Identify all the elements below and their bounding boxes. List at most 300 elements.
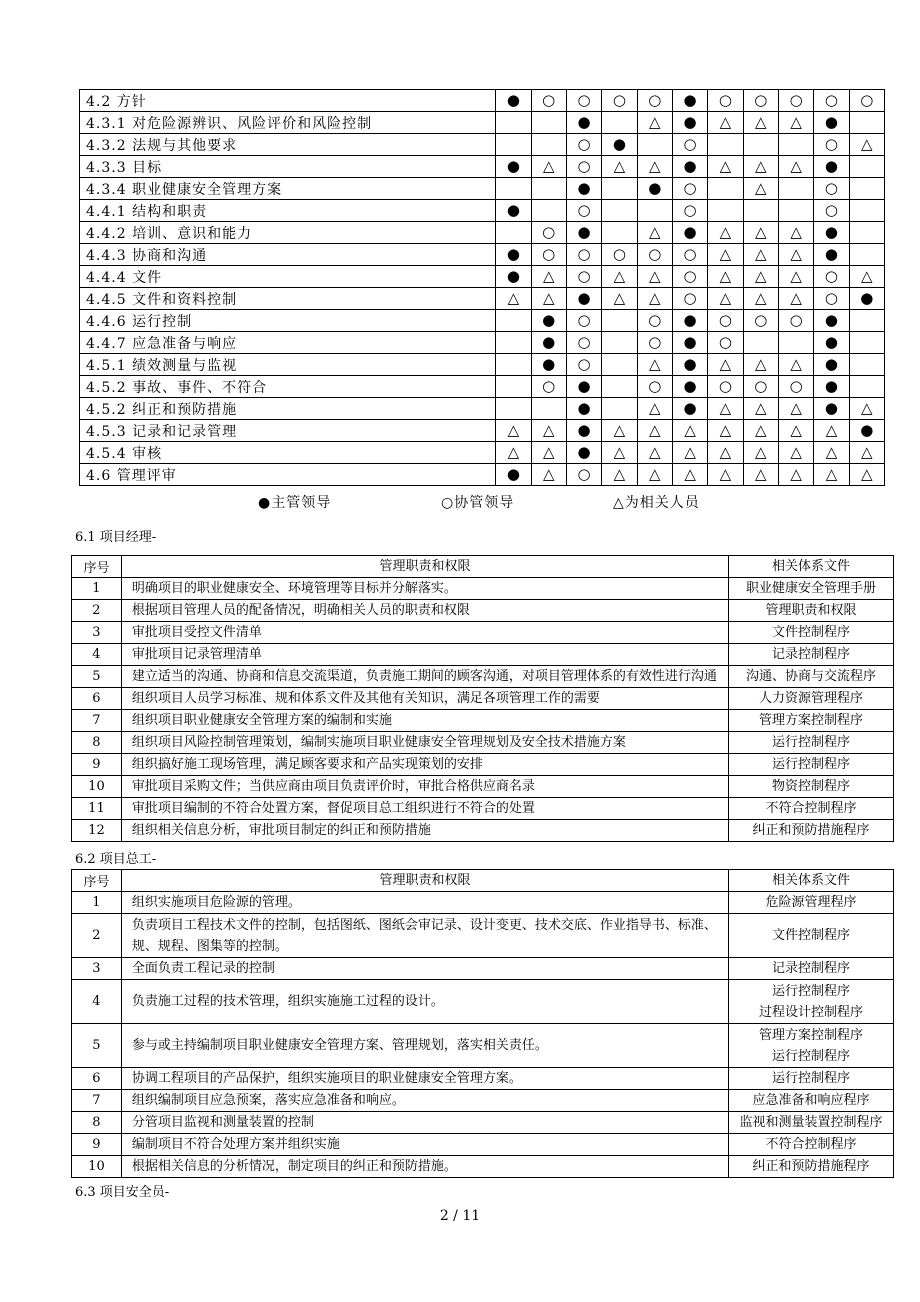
duty-text: 参与或主持编制项目职业健康安全管理方案、管理规划，落实相关责任。	[121, 1024, 728, 1068]
matrix-mark: △	[708, 244, 743, 266]
matrix-mark: △	[531, 288, 566, 310]
related-document-line: 管理方案控制程序	[759, 1027, 864, 1043]
related-document	[729, 1024, 894, 1068]
related-document-line: 过程设计控制程序	[759, 1004, 864, 1020]
matrix-mark: ○	[637, 332, 672, 354]
chief-engineer-table	[71, 869, 894, 1178]
table-row	[72, 820, 894, 842]
matrix-mark: △	[637, 156, 672, 178]
header-duty: 管理职责和权限	[121, 556, 728, 578]
table-row	[72, 754, 894, 776]
duty-text: 组织项目风险控制管理策划，编制实施项目职业健康安全管理规划及安全技术措施方案	[121, 732, 728, 754]
matrix-mark: △	[778, 266, 813, 288]
matrix-mark	[849, 178, 884, 200]
table-row	[72, 1156, 894, 1178]
matrix-mark: ○	[708, 310, 743, 332]
clause-label: 4.4.3 协商和沟通	[80, 244, 496, 266]
related-document	[729, 1156, 894, 1178]
row-number: 9	[72, 1134, 122, 1156]
duty-text: 明确项目的职业健康安全、环境管理等目标并分解落实。	[121, 578, 728, 600]
duty-text: 组织编制项目应急预案，落实应急准备和响应。	[121, 1090, 728, 1112]
matrix-mark: △	[637, 420, 672, 442]
matrix-mark: ●	[566, 222, 601, 244]
matrix-mark	[637, 134, 672, 156]
matrix-row	[80, 178, 885, 200]
matrix-row	[80, 134, 885, 156]
matrix-mark: ○	[531, 222, 566, 244]
matrix-mark: △	[708, 156, 743, 178]
matrix-mark: ●	[814, 376, 849, 398]
matrix-mark: ○	[743, 310, 778, 332]
related-document-line: 纠正和预防措施程序	[752, 823, 870, 838]
matrix-mark: △	[602, 266, 637, 288]
matrix-mark	[602, 376, 637, 398]
matrix-mark: △	[672, 420, 707, 442]
matrix-mark: ●	[566, 178, 601, 200]
matrix-mark: ○	[778, 310, 813, 332]
matrix-mark: △	[814, 420, 849, 442]
matrix-mark	[496, 398, 531, 420]
row-number: 12	[72, 820, 122, 842]
related-document	[729, 820, 894, 842]
matrix-mark: ●	[849, 288, 884, 310]
clause-label: 4.5.2 纠正和预防措施	[80, 398, 496, 420]
related-document	[729, 732, 894, 754]
matrix-mark	[531, 200, 566, 222]
matrix-mark: △	[708, 288, 743, 310]
related-document-line: 运行控制程序	[772, 757, 851, 772]
matrix-mark: ○	[566, 156, 601, 178]
clause-label: 4.4.1 结构和职责	[80, 200, 496, 222]
row-number: 4	[72, 980, 122, 1024]
matrix-mark: △	[743, 464, 778, 486]
matrix-mark: △	[814, 442, 849, 464]
matrix-mark: △	[496, 288, 531, 310]
section-title-project-manager: 6.1 项目经理-	[75, 530, 157, 545]
row-number: 10	[72, 776, 122, 798]
related-document-line: 监视和测量装置控制程序	[739, 1115, 883, 1130]
matrix-mark: △	[637, 354, 672, 376]
section-title-chief-engineer: 6.2 项目总工-	[75, 852, 157, 867]
matrix-mark	[602, 332, 637, 354]
clause-label: 4.5.4 审核	[80, 442, 496, 464]
matrix-mark: △	[602, 420, 637, 442]
row-number: 6	[72, 1068, 122, 1090]
row-number: 11	[72, 798, 122, 820]
table-row	[72, 732, 894, 754]
matrix-mark: △	[743, 398, 778, 420]
related-document-line: 沟通、协商与交流程序	[746, 669, 877, 684]
matrix-row	[80, 376, 885, 398]
section-title-safety-officer: 6.3 项目安全员-	[75, 1185, 170, 1200]
matrix-mark: ●	[637, 178, 672, 200]
matrix-mark: ○	[778, 90, 813, 112]
related-document	[729, 754, 894, 776]
matrix-mark: ●	[531, 310, 566, 332]
matrix-mark: ●	[496, 464, 531, 486]
row-number: 1	[72, 892, 122, 914]
matrix-mark: ○	[566, 200, 601, 222]
related-document-line: 管理方案控制程序	[759, 713, 864, 728]
matrix-mark	[708, 178, 743, 200]
matrix-mark: △	[743, 442, 778, 464]
related-document-line: 人力资源管理程序	[759, 691, 864, 706]
row-number: 4	[72, 644, 122, 666]
matrix-mark: ○	[814, 288, 849, 310]
matrix-mark	[496, 310, 531, 332]
matrix-mark	[531, 134, 566, 156]
matrix-mark: △	[672, 464, 707, 486]
matrix-mark: ○	[814, 134, 849, 156]
matrix-mark: ●	[672, 354, 707, 376]
matrix-mark: ○	[708, 90, 743, 112]
matrix-mark	[602, 200, 637, 222]
matrix-mark: △	[708, 420, 743, 442]
matrix-mark	[778, 178, 813, 200]
matrix-mark: △	[637, 288, 672, 310]
matrix-mark: △	[672, 442, 707, 464]
row-number: 8	[72, 732, 122, 754]
table-row	[72, 1090, 894, 1112]
row-number: 5	[72, 1024, 122, 1068]
matrix-mark: △	[778, 354, 813, 376]
matrix-mark	[849, 156, 884, 178]
duty-text: 组织搞好施工现场管理，满足顾客要求和产品实现策划的安排	[121, 754, 728, 776]
row-number: 9	[72, 754, 122, 776]
matrix-row	[80, 398, 885, 420]
related-document-line: 运行控制程序	[772, 735, 851, 750]
matrix-mark: ●	[814, 354, 849, 376]
matrix-mark: △	[778, 464, 813, 486]
matrix-mark: △	[778, 156, 813, 178]
matrix-mark	[496, 112, 531, 134]
clause-label: 4.4.6 运行控制	[80, 310, 496, 332]
matrix-body	[80, 90, 885, 486]
table-row	[72, 980, 894, 1024]
matrix-row	[80, 354, 885, 376]
matrix-mark: △	[778, 112, 813, 134]
duty-text: 组织相关信息分析，审批项目制定的纠正和预防措施	[121, 820, 728, 842]
matrix-mark: △	[743, 178, 778, 200]
matrix-mark: ●	[566, 398, 601, 420]
matrix-legend	[258, 492, 758, 512]
matrix-row	[80, 310, 885, 332]
related-document	[729, 578, 894, 600]
row-number: 8	[72, 1112, 122, 1134]
clause-label: 4.5.3 记录和记录管理	[80, 420, 496, 442]
matrix-mark: △	[743, 156, 778, 178]
matrix-mark	[778, 332, 813, 354]
matrix-mark: ○	[672, 134, 707, 156]
matrix-mark: △	[849, 442, 884, 464]
matrix-mark	[496, 376, 531, 398]
matrix-row	[80, 288, 885, 310]
matrix-mark	[496, 354, 531, 376]
row-number: 2	[72, 600, 122, 622]
duty-text: 根据项目管理人员的配备情况，明确相关人员的职责和权限	[121, 600, 728, 622]
legend-related: △为相关人员	[613, 495, 700, 511]
matrix-mark: △	[743, 420, 778, 442]
matrix-row	[80, 112, 885, 134]
related-document-line: 文件控制程序	[772, 625, 851, 640]
related-document-line: 管理职责和权限	[765, 603, 857, 618]
row-number: 10	[72, 1156, 122, 1178]
matrix-mark: ○	[814, 178, 849, 200]
table-row	[72, 666, 894, 688]
table-header-row	[72, 870, 894, 892]
matrix-mark: △	[602, 156, 637, 178]
matrix-mark: ○	[672, 178, 707, 200]
related-document	[729, 914, 894, 958]
matrix-mark: △	[602, 442, 637, 464]
matrix-mark: ●	[814, 222, 849, 244]
matrix-mark: △	[708, 442, 743, 464]
table-row	[72, 914, 894, 958]
matrix-mark: △	[743, 244, 778, 266]
matrix-mark	[849, 200, 884, 222]
matrix-mark	[849, 222, 884, 244]
matrix-row	[80, 200, 885, 222]
matrix-mark: ○	[602, 90, 637, 112]
duty-text: 组织实施项目危险源的管理。	[121, 892, 728, 914]
matrix-mark: △	[708, 222, 743, 244]
matrix-mark	[849, 244, 884, 266]
matrix-mark: △	[637, 464, 672, 486]
matrix-mark: ○	[531, 376, 566, 398]
related-document-line: 职业健康安全管理手册	[746, 581, 877, 596]
matrix-mark	[743, 134, 778, 156]
related-document	[729, 980, 894, 1024]
matrix-mark: △	[602, 288, 637, 310]
table-row	[72, 600, 894, 622]
duty-text: 全面负责工程记录的控制	[121, 958, 728, 980]
matrix-mark: ○	[566, 134, 601, 156]
matrix-mark: △	[708, 464, 743, 486]
matrix-mark: △	[496, 442, 531, 464]
matrix-mark: ●	[849, 420, 884, 442]
matrix-row	[80, 420, 885, 442]
matrix-mark: △	[708, 112, 743, 134]
matrix-mark: ●	[814, 156, 849, 178]
duty-text: 负责施工过程的技术管理，组织实施施工过程的设计。	[121, 980, 728, 1024]
matrix-mark: ○	[672, 266, 707, 288]
matrix-mark: ○	[743, 90, 778, 112]
matrix-mark: ●	[672, 310, 707, 332]
matrix-mark: ●	[672, 112, 707, 134]
row-number: 5	[72, 666, 122, 688]
duty-text: 建立适当的沟通、协商和信息交流渠道，负责施工期间的顾客沟通，对项目管理体系的有效性进行沟通	[121, 666, 728, 688]
row-number: 7	[72, 1090, 122, 1112]
table-header-row	[72, 556, 894, 578]
matrix-mark: ○	[531, 90, 566, 112]
matrix-mark: ●	[496, 266, 531, 288]
matrix-mark: ●	[531, 354, 566, 376]
matrix-mark: ○	[566, 266, 601, 288]
matrix-mark: ●	[814, 112, 849, 134]
matrix-mark: ○	[531, 244, 566, 266]
matrix-mark: ○	[778, 376, 813, 398]
matrix-mark: ●	[672, 376, 707, 398]
matrix-mark: △	[708, 398, 743, 420]
matrix-mark: △	[778, 442, 813, 464]
matrix-mark: ○	[637, 310, 672, 332]
duty-text: 分管项目监视和测量装置的控制	[121, 1112, 728, 1134]
matrix-mark: △	[743, 112, 778, 134]
header-duty: 管理职责和权限	[121, 870, 728, 892]
chief-engineer-table-body	[72, 892, 894, 1178]
matrix-mark	[602, 398, 637, 420]
table-row	[72, 1024, 894, 1068]
clause-label: 4.3.1 对危险源辨识、风险评价和风险控制	[80, 112, 496, 134]
header-doc: 相关体系文件	[729, 556, 894, 578]
related-document-line: 不符合控制程序	[765, 801, 857, 816]
legend-lead: ●主管领导	[258, 495, 332, 511]
duty-text: 审批项目采购文件；当供应商由项目负责评价时，审批合格供应商名录	[121, 776, 728, 798]
matrix-mark: △	[743, 266, 778, 288]
matrix-mark: ○	[637, 244, 672, 266]
matrix-mark: ●	[566, 112, 601, 134]
clause-label: 4.4.5 文件和资料控制	[80, 288, 496, 310]
matrix-mark: △	[743, 222, 778, 244]
related-document-line: 应急准备和响应程序	[752, 1093, 870, 1108]
matrix-mark: ●	[672, 398, 707, 420]
table-row	[72, 1112, 894, 1134]
related-document	[729, 1068, 894, 1090]
matrix-row	[80, 222, 885, 244]
related-document	[729, 958, 894, 980]
matrix-mark	[708, 134, 743, 156]
related-document	[729, 600, 894, 622]
matrix-mark: △	[531, 420, 566, 442]
related-document-line: 不符合控制程序	[765, 1137, 857, 1152]
matrix-mark: △	[602, 464, 637, 486]
duty-text: 负责项目工程技术文件的控制，包括图纸、图纸会审记录、设计变更、技术交底、作业指导书、标准、规、规程、图集等的控制。	[121, 914, 728, 958]
matrix-mark: △	[849, 464, 884, 486]
matrix-mark: ○	[566, 310, 601, 332]
duty-text: 审批项目记录管理清单	[121, 644, 728, 666]
clause-label: 4.3.2 法规与其他要求	[80, 134, 496, 156]
matrix-mark	[496, 222, 531, 244]
matrix-mark	[531, 398, 566, 420]
matrix-mark: ●	[672, 222, 707, 244]
table-row	[72, 710, 894, 732]
clause-label: 4.5.2 事故、事件、不符合	[80, 376, 496, 398]
matrix-mark: ●	[496, 90, 531, 112]
matrix-mark: △	[814, 464, 849, 486]
matrix-mark: ●	[814, 398, 849, 420]
matrix-mark	[849, 332, 884, 354]
table-row	[72, 958, 894, 980]
related-document	[729, 644, 894, 666]
matrix-row	[80, 464, 885, 486]
table-row	[72, 644, 894, 666]
matrix-mark	[496, 178, 531, 200]
matrix-mark: ○	[672, 288, 707, 310]
matrix-mark: △	[743, 354, 778, 376]
duty-text: 根据相关信息的分析情况，制定项目的纠正和预防措施。	[121, 1156, 728, 1178]
duty-text: 编制项目不符合处理方案并组织实施	[121, 1134, 728, 1156]
matrix-mark: ○	[849, 90, 884, 112]
matrix-mark: ●	[672, 332, 707, 354]
matrix-mark: △	[637, 222, 672, 244]
header-doc: 相关体系文件	[729, 870, 894, 892]
duty-text: 组织项目职业健康安全管理方案的编制和实施	[121, 710, 728, 732]
matrix-mark: ○	[814, 266, 849, 288]
matrix-mark: △	[496, 420, 531, 442]
row-number: 6	[72, 688, 122, 710]
matrix-mark: ●	[672, 90, 707, 112]
related-document	[729, 892, 894, 914]
matrix-mark: ●	[566, 420, 601, 442]
table-row	[72, 892, 894, 914]
matrix-mark: △	[778, 398, 813, 420]
clause-label: 4.5.1 绩效测量与监视	[80, 354, 496, 376]
table-row	[72, 798, 894, 820]
table-row	[72, 578, 894, 600]
matrix-mark: △	[708, 266, 743, 288]
matrix-mark	[496, 134, 531, 156]
related-document	[729, 622, 894, 644]
table-row	[72, 776, 894, 798]
responsibility-matrix	[79, 89, 885, 486]
duty-text: 审批项目受控文件清单	[121, 622, 728, 644]
matrix-mark: ○	[566, 244, 601, 266]
matrix-mark	[778, 200, 813, 222]
duty-text: 协调工程项目的产品保护，组织实施项目的职业健康安全管理方案。	[121, 1068, 728, 1090]
matrix-mark: ●	[566, 442, 601, 464]
matrix-mark	[602, 310, 637, 332]
matrix-mark	[531, 112, 566, 134]
matrix-mark	[778, 134, 813, 156]
matrix-mark: ○	[566, 90, 601, 112]
matrix-row	[80, 266, 885, 288]
clause-label: 4.4.7 应急准备与响应	[80, 332, 496, 354]
matrix-mark	[708, 200, 743, 222]
matrix-row	[80, 90, 885, 112]
matrix-mark: ○	[672, 244, 707, 266]
matrix-mark: △	[637, 442, 672, 464]
matrix-mark: ●	[814, 244, 849, 266]
clause-label: 4.4.2 培训、意识和能力	[80, 222, 496, 244]
matrix-mark: △	[778, 244, 813, 266]
page-number: 2 / 11	[439, 1208, 481, 1224]
matrix-mark	[743, 332, 778, 354]
related-document	[729, 776, 894, 798]
related-document	[729, 1090, 894, 1112]
table-row	[72, 1068, 894, 1090]
matrix-mark	[602, 222, 637, 244]
matrix-mark: ○	[602, 244, 637, 266]
matrix-mark: ○	[566, 354, 601, 376]
matrix-mark: △	[531, 156, 566, 178]
matrix-mark: ○	[743, 376, 778, 398]
matrix-mark	[602, 178, 637, 200]
matrix-mark	[602, 354, 637, 376]
related-document-line: 运行控制程序	[772, 1071, 851, 1086]
matrix-row	[80, 332, 885, 354]
matrix-row	[80, 244, 885, 266]
row-number: 3	[72, 622, 122, 644]
related-document	[729, 666, 894, 688]
matrix-mark: △	[778, 420, 813, 442]
matrix-mark: △	[531, 464, 566, 486]
clause-label: 4.4.4 文件	[80, 266, 496, 288]
matrix-mark: ●	[496, 200, 531, 222]
project-manager-table	[71, 555, 894, 842]
matrix-mark: △	[849, 398, 884, 420]
matrix-mark: ●	[566, 288, 601, 310]
matrix-row	[80, 442, 885, 464]
